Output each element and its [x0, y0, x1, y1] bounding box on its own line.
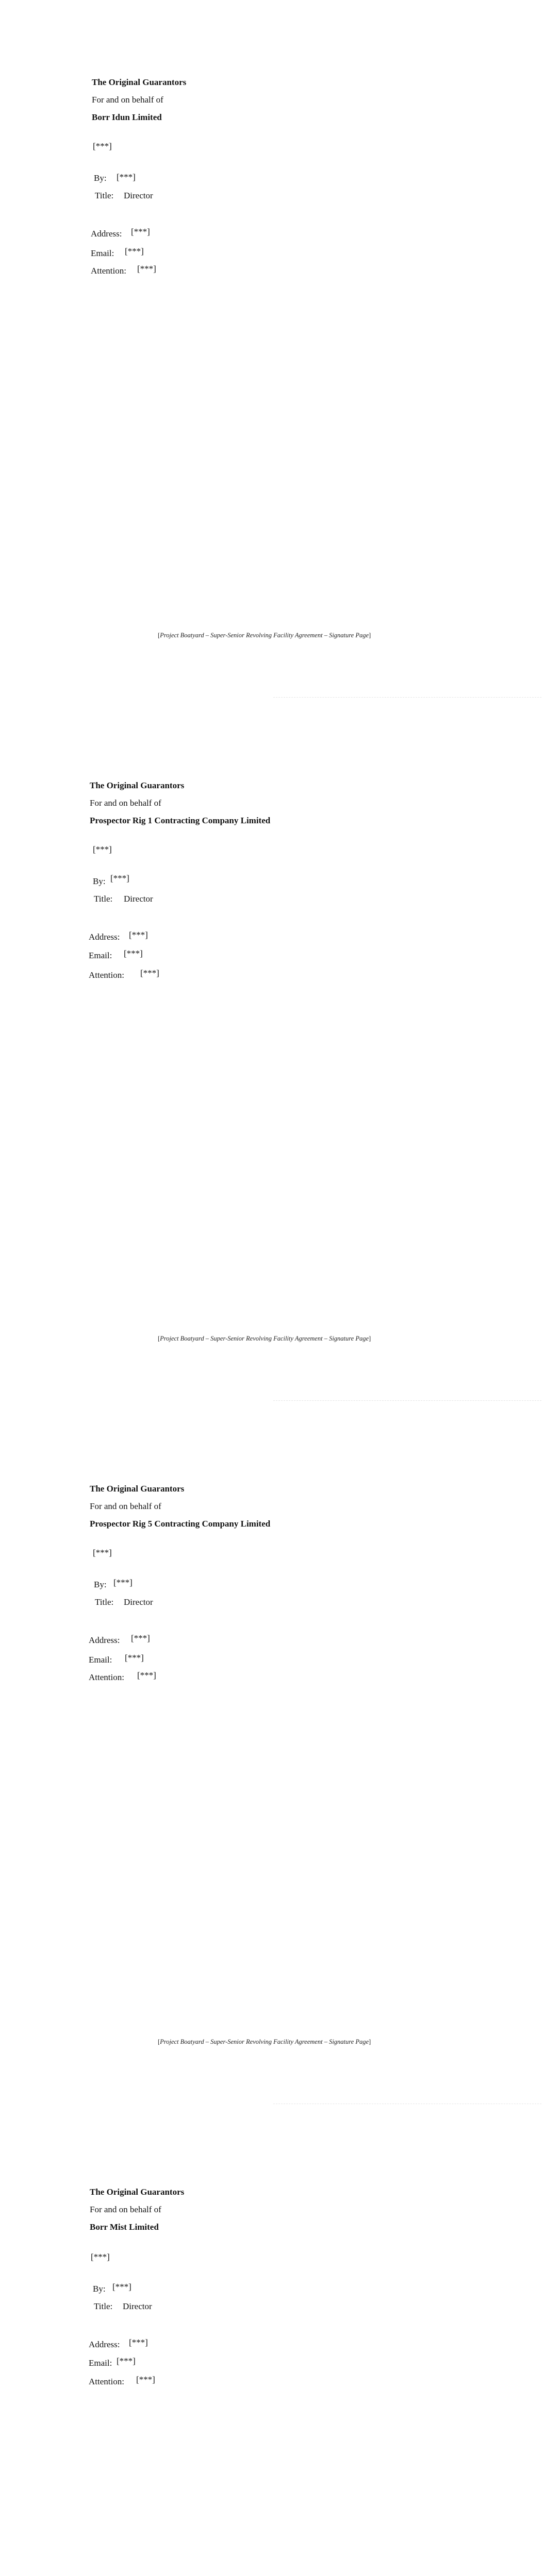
email-value: [***]: [117, 2356, 136, 2366]
attention-label: Attention:: [89, 1672, 124, 1682]
page-footer-text: Project Boatyard – Super-Senior Revolving Facility Agreement – Signature Page: [160, 632, 369, 639]
by-value: [***]: [112, 2282, 131, 2292]
signature-page-4: [0, 2110, 544, 2576]
company-name: Prospector Rig 1 Contracting Company Limited: [90, 816, 271, 825]
signatory-placeholder: [***]: [93, 1548, 112, 1557]
page-divider: [273, 697, 541, 698]
email-label: Email:: [89, 1655, 112, 1665]
address-value: [***]: [131, 227, 150, 236]
company-name: Borr Mist Limited: [90, 2222, 159, 2232]
attention-label: Attention:: [91, 266, 126, 276]
signature-page-3: [0, 1406, 544, 2110]
address-label: Address:: [89, 932, 120, 942]
signatory-placeholder: [***]: [93, 141, 112, 151]
page-footer: [Project Boatyard – Super-Senior Revolving Facility Agreement – Signature Page]: [158, 632, 371, 639]
email-label: Email:: [91, 248, 114, 258]
guarantors-heading: The Original Guarantors: [90, 2187, 185, 2197]
page-footer-text: Project Boatyard – Super-Senior Revolving Facility Agreement – Signature Page: [160, 1335, 369, 1342]
company-name: Prospector Rig 5 Contracting Company Limited: [90, 1519, 271, 1529]
page-footer: [Project Boatyard – Super-Senior Revolving Facility Agreement – Signature Page]: [158, 1335, 371, 1342]
attention-label: Attention:: [89, 2377, 124, 2386]
attention-value: [***]: [137, 264, 156, 274]
address-value: [***]: [129, 930, 148, 940]
by-label: By:: [93, 2284, 106, 2294]
attention-value: [***]: [140, 968, 159, 978]
title-label: Title:: [94, 2301, 113, 2311]
page-footer: [Project Boatyard – Super-Senior Revolving Facility Agreement – Signature Page]: [158, 2038, 371, 2045]
email-value: [***]: [124, 948, 143, 958]
by-label: By:: [94, 1580, 107, 1589]
signature-page-2: [0, 703, 544, 1406]
attention-value: [***]: [136, 2375, 155, 2384]
title-value: Director: [124, 894, 153, 904]
by-value: [***]: [117, 172, 136, 182]
page-footer-text: Project Boatyard – Super-Senior Revolving Facility Agreement – Signature Page: [160, 2038, 369, 2045]
address-label: Address:: [89, 1635, 120, 1645]
title-value: Director: [124, 191, 153, 200]
by-label: By:: [93, 876, 106, 886]
by-label: By:: [94, 173, 107, 183]
email-label: Email:: [89, 951, 112, 960]
email-value: [***]: [125, 246, 144, 256]
address-value: [***]: [129, 2337, 148, 2347]
on-behalf-text: For and on behalf of: [90, 798, 161, 808]
address-value: [***]: [131, 1633, 150, 1643]
signatory-placeholder: [***]: [93, 844, 112, 854]
on-behalf-text: For and on behalf of: [90, 2205, 161, 2214]
title-value: Director: [124, 1597, 153, 1607]
guarantors-heading: The Original Guarantors: [92, 77, 187, 87]
email-value: [***]: [125, 1653, 144, 1663]
email-label: Email:: [89, 2358, 112, 2368]
title-label: Title:: [94, 894, 113, 904]
page-divider: [273, 1400, 541, 1401]
title-label: Title:: [95, 1597, 114, 1607]
on-behalf-text: For and on behalf of: [90, 1501, 161, 1511]
signatory-placeholder: [***]: [91, 2252, 110, 2262]
on-behalf-text: For and on behalf of: [92, 95, 163, 105]
address-label: Address:: [91, 229, 122, 239]
attention-label: Attention:: [89, 970, 124, 980]
address-label: Address:: [89, 2340, 120, 2349]
by-value: [***]: [110, 873, 129, 883]
company-name: Borr Idun Limited: [92, 112, 162, 122]
title-value: Director: [123, 2301, 152, 2311]
title-label: Title:: [95, 191, 114, 200]
attention-value: [***]: [137, 1670, 156, 1680]
guarantors-heading: The Original Guarantors: [90, 1484, 185, 1494]
by-value: [***]: [113, 1578, 133, 1587]
guarantors-heading: The Original Guarantors: [90, 781, 185, 790]
signature-page-1: [0, 0, 544, 703]
